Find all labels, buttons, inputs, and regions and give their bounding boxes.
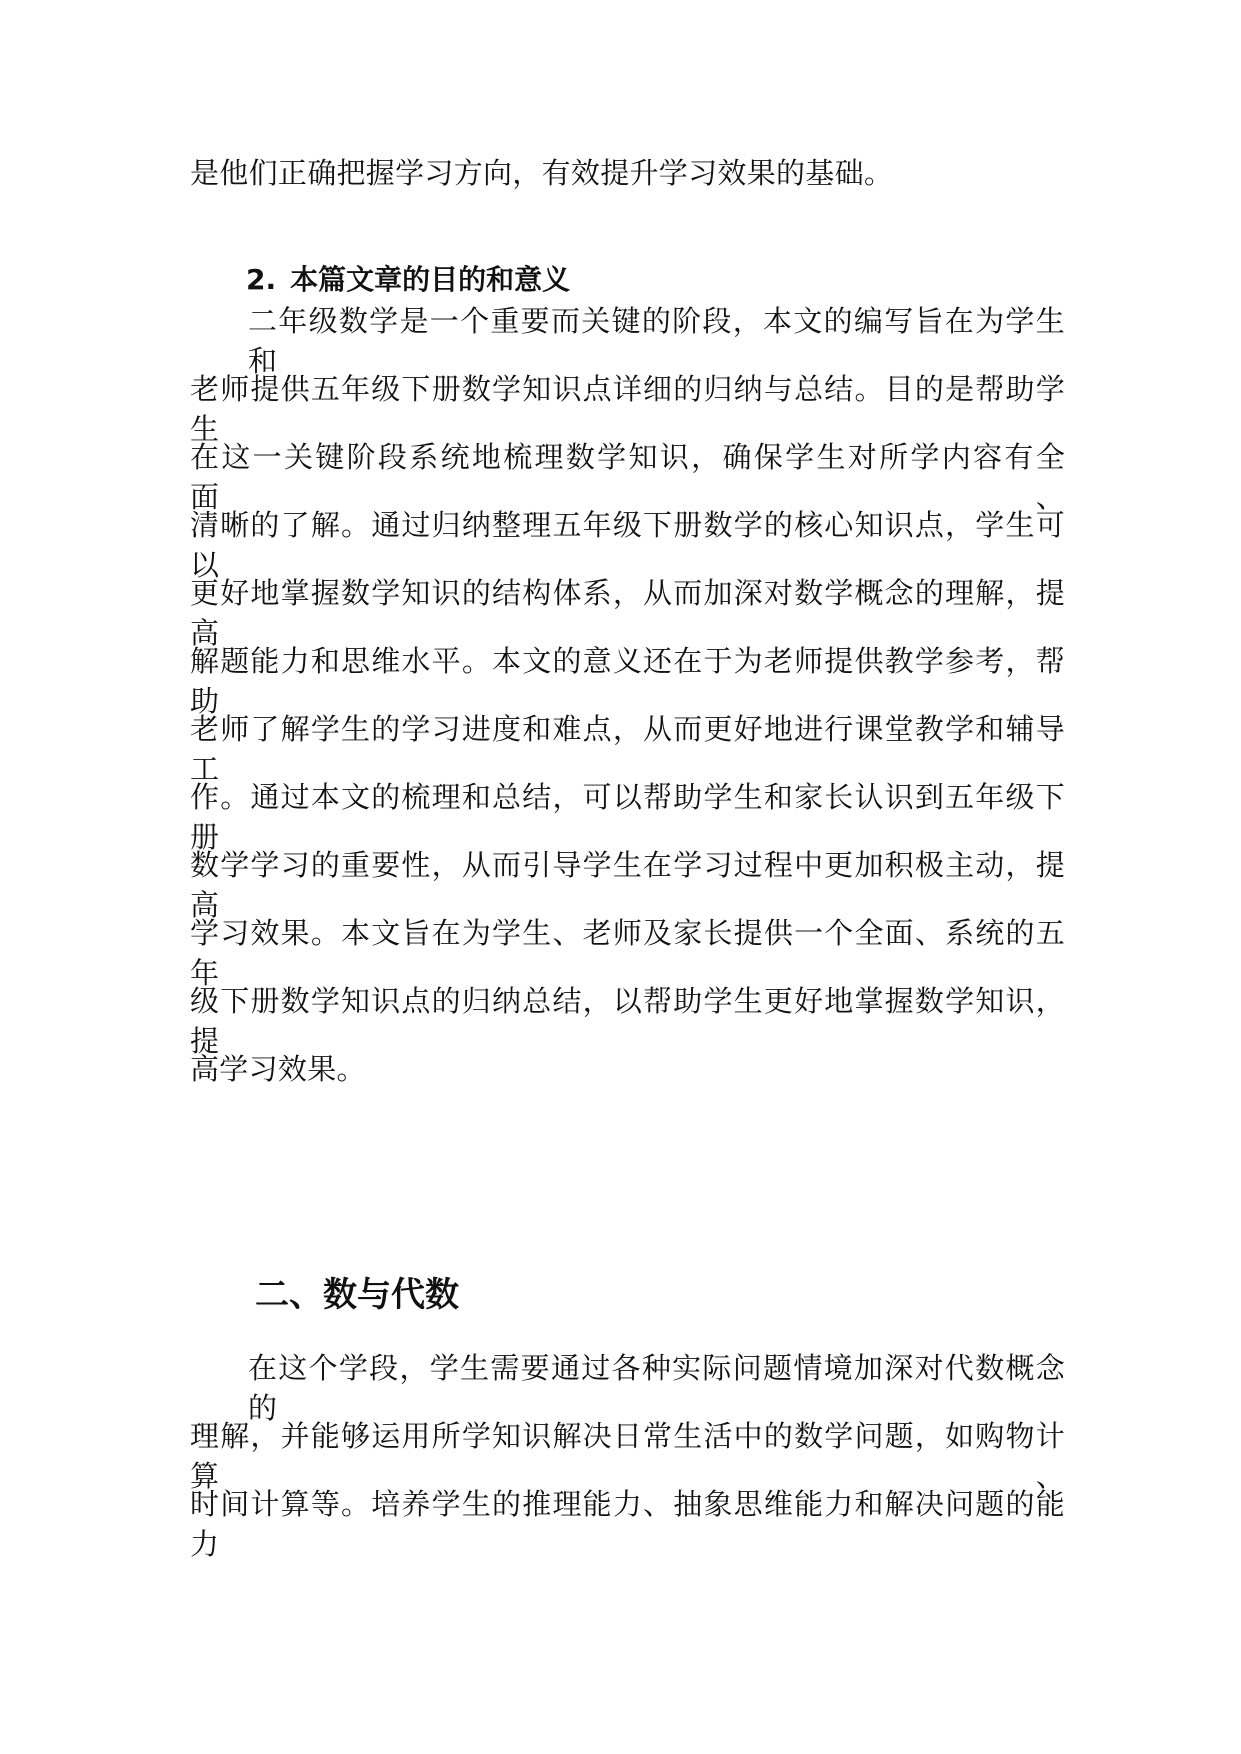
text-line: 理解，并能够运用所学知识解决日常生活中的数学问题，如购物计算、 — [190, 1419, 1065, 1493]
text-line: 数学学习的重要性，从而引导学生在学习过程中更加积极主动，提高 — [190, 848, 1065, 922]
text-line: 二年级数学是一个重要而关键的阶段，本文的编写旨在为学生和 — [248, 304, 1065, 378]
subheading-title: 本篇文章的目的和意义 — [290, 263, 571, 296]
text-line: 解题能力和思维水平。本文的意义还在于为老师提供教学参考，帮助 — [190, 644, 1065, 718]
text-line: 清晰的了解。通过归纳整理五年级下册数学的核心知识点，学生可以 — [190, 508, 1065, 582]
text-line: 学习效果。本文旨在为学生、老师及家长提供一个全面、系统的五年 — [190, 916, 1065, 990]
text-line: 高学习效果。 — [190, 1052, 366, 1086]
subheading — [246, 260, 570, 300]
text-line: 在这一关键阶段系统地梳理数学知识，确保学生对所学内容有全面、 — [190, 440, 1065, 514]
section-heading: 二、数与代数 — [255, 1275, 459, 1315]
text-line: 在这个学段，学生需要通过各种实际问题情境加深对代数概念的 — [248, 1351, 1065, 1425]
text-line: 是他们正确把握学习方向，有效提升学习效果的基础。 — [190, 156, 894, 190]
text-line: 更好地掌握数学知识的结构体系，从而加深对数学概念的理解，提高 — [190, 576, 1065, 650]
text-line: 级下册数学知识点的归纳总结，以帮助学生更好地掌握数学知识，提 — [190, 984, 1065, 1058]
text-line: 时间计算等。培养学生的推理能力、抽象思维能力和解决问题的能力 — [190, 1487, 1065, 1561]
text-line: 老师了解学生的学习进度和难点，从而更好地进行课堂教学和辅导工 — [190, 712, 1065, 786]
text-line: 作。通过本文的梳理和总结，可以帮助学生和家长认识到五年级下册 — [190, 780, 1065, 854]
text-line: 老师提供五年级下册数学知识点详细的归纳与总结。目的是帮助学生 — [190, 372, 1065, 446]
subheading-number: 2. — [246, 263, 277, 296]
